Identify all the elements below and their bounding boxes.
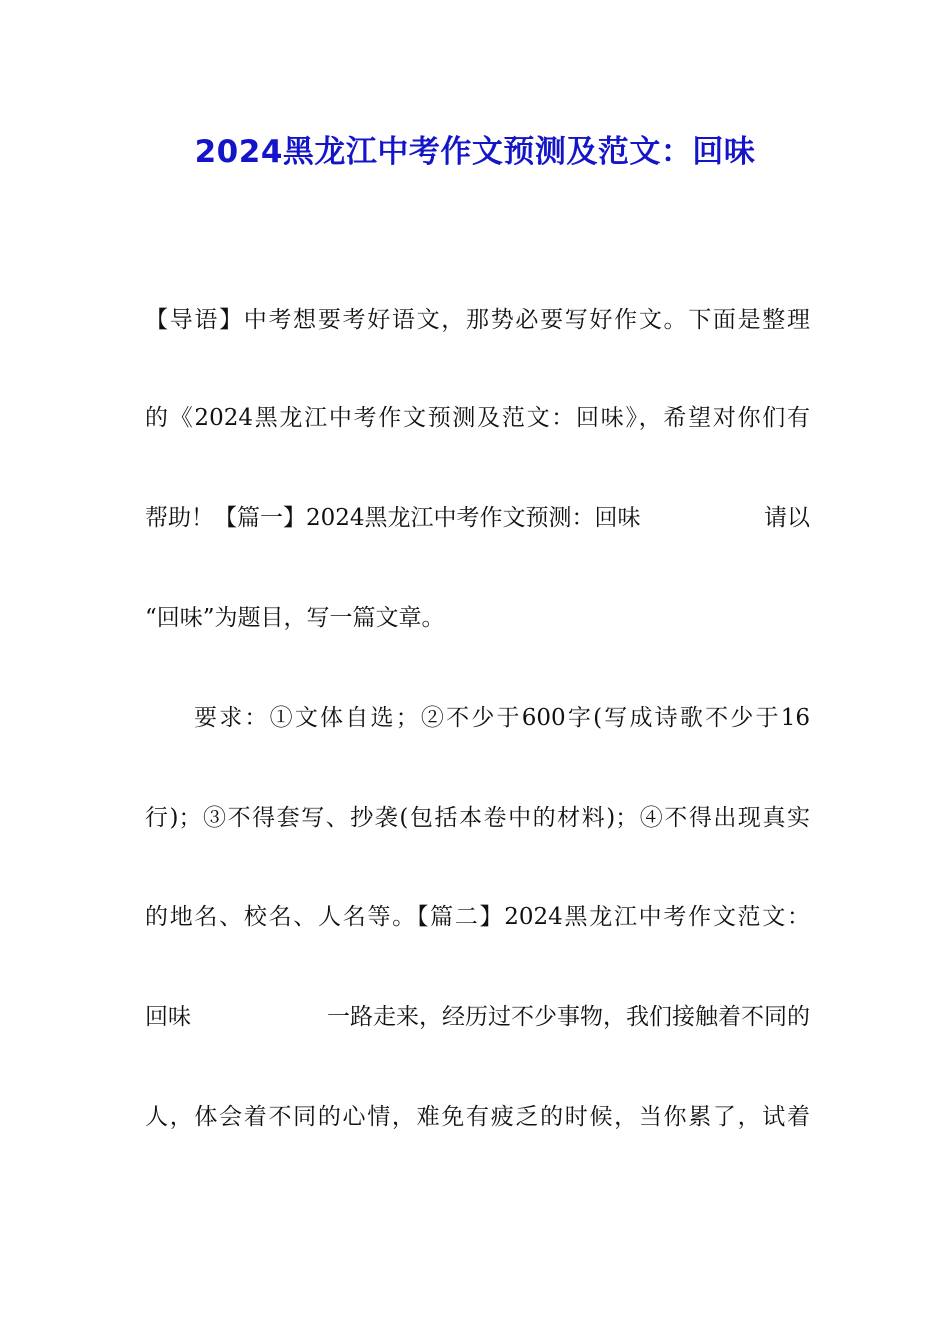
paragraph-line-4: “回味”为题目，写一篇文章。: [145, 605, 445, 631]
paragraph-line-5: 要求：①文体自选；②不少于600字(写成诗歌不少于16: [194, 705, 810, 731]
paragraph-line-3: [145, 498, 810, 538]
line-8-text-start: 回味: [145, 1004, 191, 1030]
paragraph-line-2: 的《2024黑龙江中考作文预测及范文：回味》，希望对你们有: [145, 405, 810, 431]
paragraph-line-6: 行)；③不得套写、抄袭(包括本卷中的材料)；④不得出现真实: [145, 805, 810, 831]
line-3-text-end: 请以: [764, 505, 810, 531]
paragraph-line-7: 的地名、校名、人名等。【篇二】2024黑龙江中考作文范文：: [145, 904, 810, 930]
line-3-text-start: 帮助！【篇一】2024黑龙江中考作文预测：回味: [145, 505, 641, 531]
paragraph-line-9: 人，体会着不同的心情，难免有疲乏的时候，当你累了，试着: [145, 1104, 810, 1130]
paragraph-line-1: 【导语】中考想要考好语文，那势必要写好作文。下面是整理: [145, 307, 810, 333]
paragraph-line-8: [145, 997, 810, 1037]
document-title: 2024黑龙江中考作文预测及范文：回味: [194, 134, 756, 170]
line-8-text-end: 一路走来，经历过不少事物，我们接触着不同的: [327, 1004, 810, 1030]
